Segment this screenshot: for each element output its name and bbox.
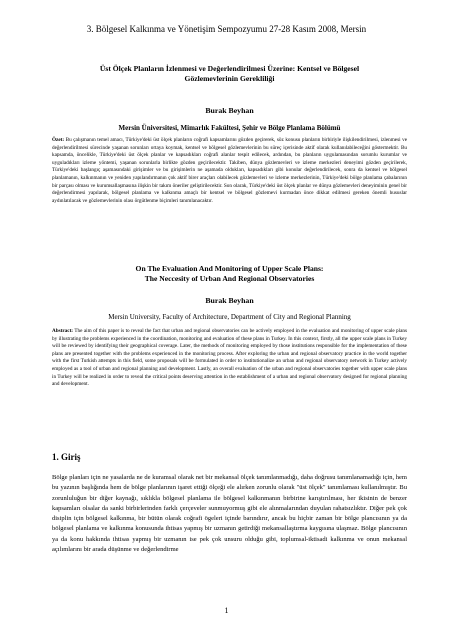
section-heading: 1. Giriş xyxy=(52,452,81,462)
conference-header: 3. Bölgesel Kalkınma ve Yönetişim Sempozyumu 27-28 Kasım 2008, Mersin xyxy=(86,24,367,34)
english-title xyxy=(52,264,407,284)
turkish-affiliation: Mersin Üniversitesi, Mimarlık Fakültesi, Şehir ve Bölge Planlama Bölümü xyxy=(118,124,341,132)
turkish-abstract-label: Özet: xyxy=(52,137,65,143)
english-affiliation: Mersin University, Faculty of Architecture, Department of City and Regional Planning xyxy=(108,313,351,321)
turkish-title-line-1: Üst Ölçek Planların İzlenmesi ve Değerlendirilmesi Üzerine: Kentsel ve Bölgesel xyxy=(99,64,360,73)
page-number: 1 xyxy=(224,606,229,615)
english-title-line-1: On The Evaluation And Monitoring of Upper Scale Plans: xyxy=(135,264,324,273)
turkish-abstract-text: Bu çalışmanın temel amacı, Türkiye'deki üst ölçek planların coğrafi kapsamlarını gözden geçirerek, söz konusu planların birbiriyle ilişkilendirilmesi, izlenmesi ve değerlendirilmesi sürecinde yaşanan sorunları ortaya koymak, kentsel ve bölgesel gözlemevlerinin bu süreç içerisinde aktif olarak kullanılabileceğini göstermektir. Bu kapsamda, öncelikle, Türkiye'deki üst ölçek planlar ve kapsadıkları coğrafi alanlar tespit edilecek, ardından, bu planların uygulamasından sorumlu kurumlar ve uyguladıkları izleme yöntemi, yaşanan sorunlarla birlikte gözden geçirilecektir. Takiben, dünya gözlemevleri ve izleme merkezleri deneyimi gözden geçirilerek, Türkiye'deki başlangıç aşamasındaki girişimler ve bu girişimlerin ne aşamada oldukları, kapsadıkları gibi konular değerlendirilecek, sonra da kentsel ve bölgesel planlamanın, kalkınmanın ve yeniden yapılandırmanın çok aktif birer araçları olabilecek gözlemevleri ve izleme merkezlerinin, Türkiye'deki bölge planlama çabalarının bir parçası olması ve kurumsallaşmasına ilişkin bir takım öneriler geliştirilecektir. Son olarak, Türkiye'deki üst ölçek planlar ve dünya gözlemevleri deneyiminin genel bir değerlendirmesi yapılarak, bölgesel planlama ve kalkınma amaçlı bir kentsel ve bölgesel gözlemevi kurmadan önce dikkat edilmesi gereken önemli hususlar aydınlatılacak ve gözlemevlerinin olası örgütlenme biçimleri tanımlanacaktır. xyxy=(52,137,407,204)
turkish-title-line-2: Gözlemevlerinin Gerekliliği xyxy=(184,74,275,83)
turkish-author: Burak Beyhan xyxy=(205,106,254,115)
section-body-text: Bölge planları için ne yasalarda ne de kuramsal olarak net bir mekansal ölçek tanımlanmadığı, daha doğrusu tanımlanamadığı için, hem bu yazının başlığında hem de bölge planlarının işaret ettiği ölçeği ele alırken zorunlu olarak "üst ölçek" tanımlaması kullanılmıştır. Bu zorunluluğun bir diğer kaynağı, sıklıkla bölgesel planlama ile bölgesel kalkınmanın birbirine karıştırılması, her ikisinin de benzer kapsamları olsalar da sanki birbirlerinden farklı çerçeveler sunmuyormuş gibi ele alınmalarından duyulan rahatsızlıktır. Diğer pek çok disiplin için bölgesel kalkınma, bir bütün olarak coğrafi ögeleri içinde barındırır, ancak bu hiçbir zaman bir bölge plancısının ya da bölgesel planlama ve kalkınma konusunda ihtisas yapmış bir uzmanın getirdiği mekansallaştırma kaygısına ulaşmaz. Bölge plancısının ya da konu hakkında ihtisas yapmış bir uzmanın ise pek çok unsuru olduğu gibi, toplumsal-iktisadi kalkınma ve onun mekansal açılımlarını bir arada düşünme ve değerlendirme xyxy=(52,474,407,554)
english-author: Burak Beyhan xyxy=(205,296,254,305)
turkish-title xyxy=(52,64,407,84)
english-title-line-2: The Neccesity of Urban And Regional Observatories xyxy=(144,274,315,283)
english-abstract xyxy=(52,328,407,389)
english-abstract-label: Abstract: xyxy=(52,328,74,334)
english-abstract-text: The aim of this paper is to reveal the fact that urban and regional observatories can be actively employed in the evaluation and monitoring of upper scale plans by illustrating the problems experienced in the coordination, monitoring and evaluation of these plans in Turkey. In this context, firstly, all the upper scale plans in Turkey will be reviewed by identifying their geographical coverage. Later, the methods of monitoring employed by those institutions responsible for the implementation of these plans are presented together with the problems experienced in the monitoring process. After exploring the urban and regional observatory practice in the world together with the first Turkish attempts in this field, some proposals will be formulated in order to institutionalize an urban and regional observatory network in Turkey actively employed as a tool of urban and regional planning and development. Lastly, an overall evaluation of the urban and regional observatories together with upper scale plans in Turkey will be realized in order to reveal the critical points deserving attention in the establishment of a urban and regional observatory designed for regional planning and development. xyxy=(52,328,408,388)
turkish-abstract xyxy=(52,137,407,205)
